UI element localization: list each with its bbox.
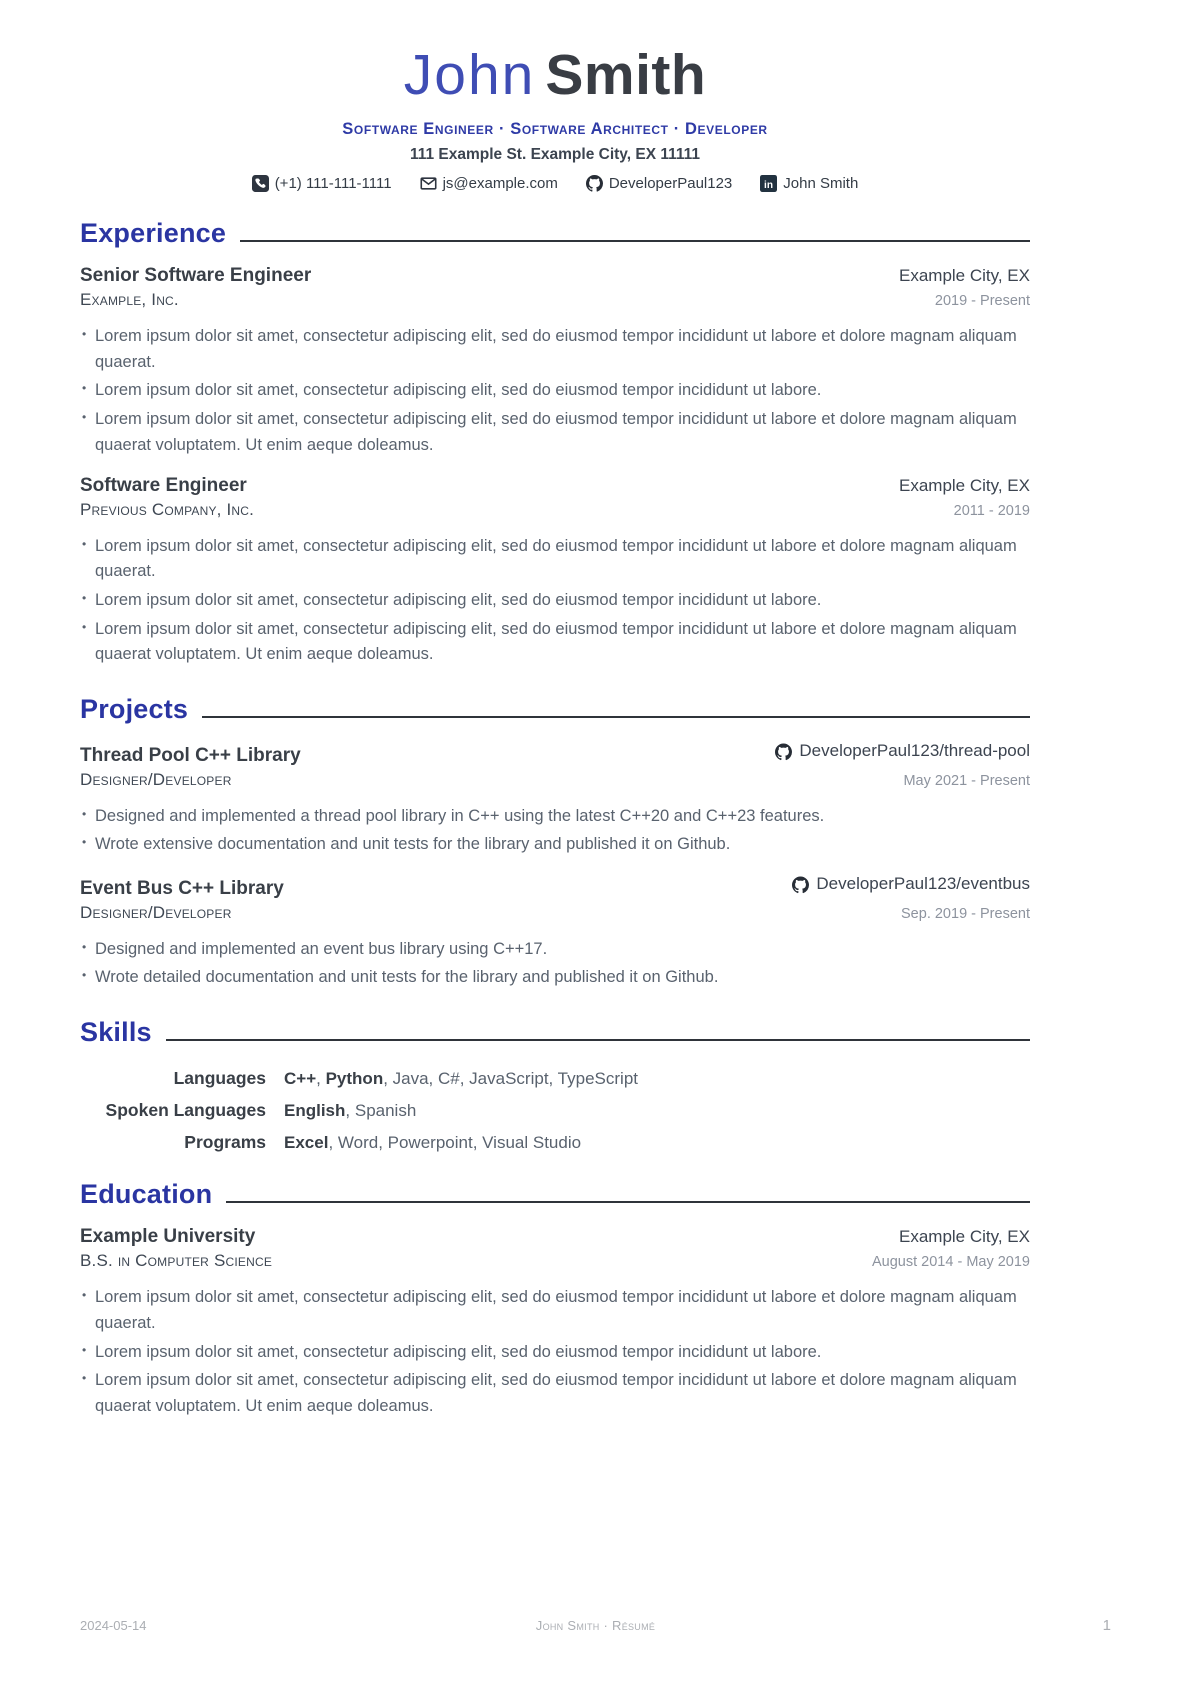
skill-value [284, 1133, 581, 1153]
entry-bullets [80, 324, 1030, 459]
job-titles: Software Engineer · Software Architect · Developer [342, 119, 768, 138]
entry-title-row [80, 475, 1030, 497]
experience-heading [80, 218, 1030, 249]
contact-text: (+1) 111-111-1111 [274, 174, 392, 192]
contact-text: DeveloperPaul123 [608, 174, 733, 192]
bullet-item: • Wrote extensive documentation and unit tests for the library and published it on Github. [95, 832, 1030, 858]
resume-header [80, 43, 1030, 192]
skill-value-part: C++ [284, 1069, 317, 1089]
project-repo-link[interactable] [775, 741, 1030, 761]
skill-value-part: , [316, 1069, 326, 1089]
linkedin-icon [760, 175, 777, 192]
project-dates: May 2021 - Present [903, 772, 1030, 789]
footer-title: John Smith · Résumé [535, 1618, 656, 1633]
project-repo-link[interactable] [792, 874, 1030, 894]
entry-dates: 2019 - Present [934, 292, 1030, 309]
entry-bullets [80, 534, 1030, 669]
entry-title-row [80, 1226, 1030, 1248]
entry-sub-row [80, 500, 1030, 520]
section-education [80, 1179, 1030, 1420]
entry-title: Software Engineer [80, 474, 247, 496]
project-repo-text: DeveloperPaul123/thread-pool [799, 741, 1030, 761]
bullet-item: • Lorem ipsum dolor sit amet, consectetur adipiscing elit, sed do eiusmod tempor incididunt ut labore et dolore magnam aliquam quaerat voluptatem. Ut enim aeque doleamus. [95, 407, 1030, 458]
page-footer [80, 1617, 1111, 1634]
projects-heading [80, 694, 1030, 725]
skill-value-part: English [284, 1101, 346, 1121]
contact-phone[interactable] [252, 175, 392, 192]
email-icon [420, 175, 437, 192]
last-name: Smith [545, 43, 707, 107]
bullet-item: • Lorem ipsum dolor sit amet, consectetur adipiscing elit, sed do eiusmod tempor incididunt ut labore et dolore magnam aliquam quaerat voluptatem. Ut enim aeque doleamus. [95, 1368, 1030, 1419]
section-projects [80, 694, 1030, 991]
entry-organization: Example, Inc. [80, 289, 179, 309]
entry [80, 265, 1030, 459]
bullet-item: • Lorem ipsum dolor sit amet, consectetur adipiscing elit, sed do eiusmod tempor incididunt ut labore. [95, 378, 1030, 404]
section-rule [166, 1039, 1030, 1041]
svg-text:in: in [764, 179, 774, 191]
bullet-item: • Designed and implemented an event bus library using C++17. [95, 937, 1030, 963]
project-title-row [80, 874, 1030, 900]
skill-value-part: , Word, Powerpoint, Visual Studio [328, 1133, 582, 1153]
bullet-item: • Designed and implemented a thread pool library in C++ using the latest C++20 and C++23 features. [95, 804, 1030, 830]
skill-label: Spoken Languages [105, 1100, 266, 1121]
footer-date: 2024-05-14 [80, 1618, 147, 1633]
project-role: Designer/Developer [80, 769, 232, 789]
education-entries [80, 1226, 1030, 1420]
skill-row [80, 1068, 1030, 1089]
entry [80, 475, 1030, 669]
skill-row [80, 1132, 1030, 1153]
contact-text: John Smith [783, 174, 859, 192]
address-line: 111 Example St. Example City, EX 11111 [409, 145, 701, 163]
project-title: Event Bus C++ Library [80, 877, 284, 899]
skills-heading [80, 1017, 1030, 1048]
entry-bullets [80, 1285, 1030, 1420]
bullet-item: • Lorem ipsum dolor sit amet, consectetur adipiscing elit, sed do eiusmod tempor incididunt ut labore. [95, 588, 1030, 614]
bullet-item: • Lorem ipsum dolor sit amet, consectetur adipiscing elit, sed do eiusmod tempor incididunt ut labore et dolore magnam aliquam quaerat. [95, 534, 1030, 585]
contact-row [80, 175, 1030, 192]
project-sub-row [80, 770, 1030, 790]
contact-linkedin[interactable] [760, 175, 858, 192]
experience-entries [80, 265, 1030, 668]
section-rule [202, 716, 1030, 718]
phone-icon [252, 175, 269, 192]
project-sub-row [80, 903, 1030, 923]
github-icon [792, 876, 809, 893]
project-entry [80, 874, 1030, 991]
entry-location: Example City, EX [898, 475, 1030, 495]
education-title: Education [80, 1179, 213, 1210]
entry-location: Example City, EX [898, 1227, 1030, 1247]
entry-title: Example University [80, 1226, 256, 1248]
project-bullets [80, 937, 1030, 991]
skill-value-part: , Java, C#, JavaScript, TypeScript [383, 1069, 638, 1089]
skill-value-part: Python [325, 1069, 384, 1089]
full-name [80, 43, 1030, 107]
bullet-item: • Lorem ipsum dolor sit amet, consectetur adipiscing elit, sed do eiusmod tempor incididunt ut labore. [95, 1340, 1030, 1366]
skill-value-part: , Spanish [345, 1101, 417, 1121]
projects-title: Projects [80, 694, 189, 725]
section-skills [80, 1017, 1030, 1153]
experience-title: Experience [80, 217, 227, 248]
education-heading [80, 1179, 1030, 1210]
section-rule [226, 1201, 1030, 1203]
bullet-item: • Lorem ipsum dolor sit amet, consectetur adipiscing elit, sed do eiusmod tempor incididunt ut labore et dolore magnam aliquam quaerat voluptatem. Ut enim aeque doleamus. [95, 617, 1030, 668]
first-name: John [403, 43, 536, 107]
footer-page-number: 1 [1102, 1617, 1112, 1634]
skill-label: Programs [184, 1132, 266, 1153]
section-experience [80, 218, 1030, 668]
github-icon [775, 743, 792, 760]
entry-organization: B.S. in Computer Science [80, 1251, 273, 1271]
entry [80, 1226, 1030, 1420]
entry-title-row [80, 265, 1030, 287]
skill-value-part: Excel [284, 1133, 329, 1153]
project-bullets [80, 804, 1030, 858]
skill-label: Languages [173, 1068, 266, 1089]
github-icon [586, 175, 603, 192]
skill-row [80, 1100, 1030, 1121]
entry-title: Senior Software Engineer [80, 264, 312, 286]
contact-text: js@example.com [442, 174, 558, 192]
bullet-item: • Lorem ipsum dolor sit amet, consectetur adipiscing elit, sed do eiusmod tempor incididunt ut labore et dolore magnam aliquam quaerat. [95, 1285, 1030, 1336]
project-title-row [80, 741, 1030, 767]
contact-github[interactable] [586, 175, 732, 192]
skills-table [80, 1068, 1030, 1153]
bullet-item: • Lorem ipsum dolor sit amet, consectetur adipiscing elit, sed do eiusmod tempor incididunt ut labore et dolore magnam aliquam quaerat. [95, 324, 1030, 375]
entry-location: Example City, EX [898, 265, 1030, 285]
entry-dates: 2011 - 2019 [953, 502, 1030, 519]
contact-email[interactable] [420, 175, 558, 192]
entry-dates: August 2014 - May 2019 [872, 1254, 1030, 1271]
skill-value [284, 1069, 638, 1089]
project-entries [80, 741, 1030, 991]
bullet-item: • Wrote detailed documentation and unit tests for the library and published it on Github. [95, 965, 1030, 991]
project-dates: Sep. 2019 - Present [901, 905, 1030, 922]
section-rule [240, 240, 1030, 242]
skill-value [284, 1101, 416, 1121]
skills-title: Skills [80, 1017, 152, 1048]
entry-sub-row [80, 1251, 1030, 1271]
project-entry [80, 741, 1030, 858]
project-repo-text: DeveloperPaul123/eventbus [816, 874, 1030, 894]
project-role: Designer/Developer [80, 902, 232, 922]
entry-sub-row [80, 290, 1030, 310]
entry-organization: Previous Company, Inc. [80, 499, 255, 519]
project-title: Thread Pool C++ Library [80, 744, 301, 766]
